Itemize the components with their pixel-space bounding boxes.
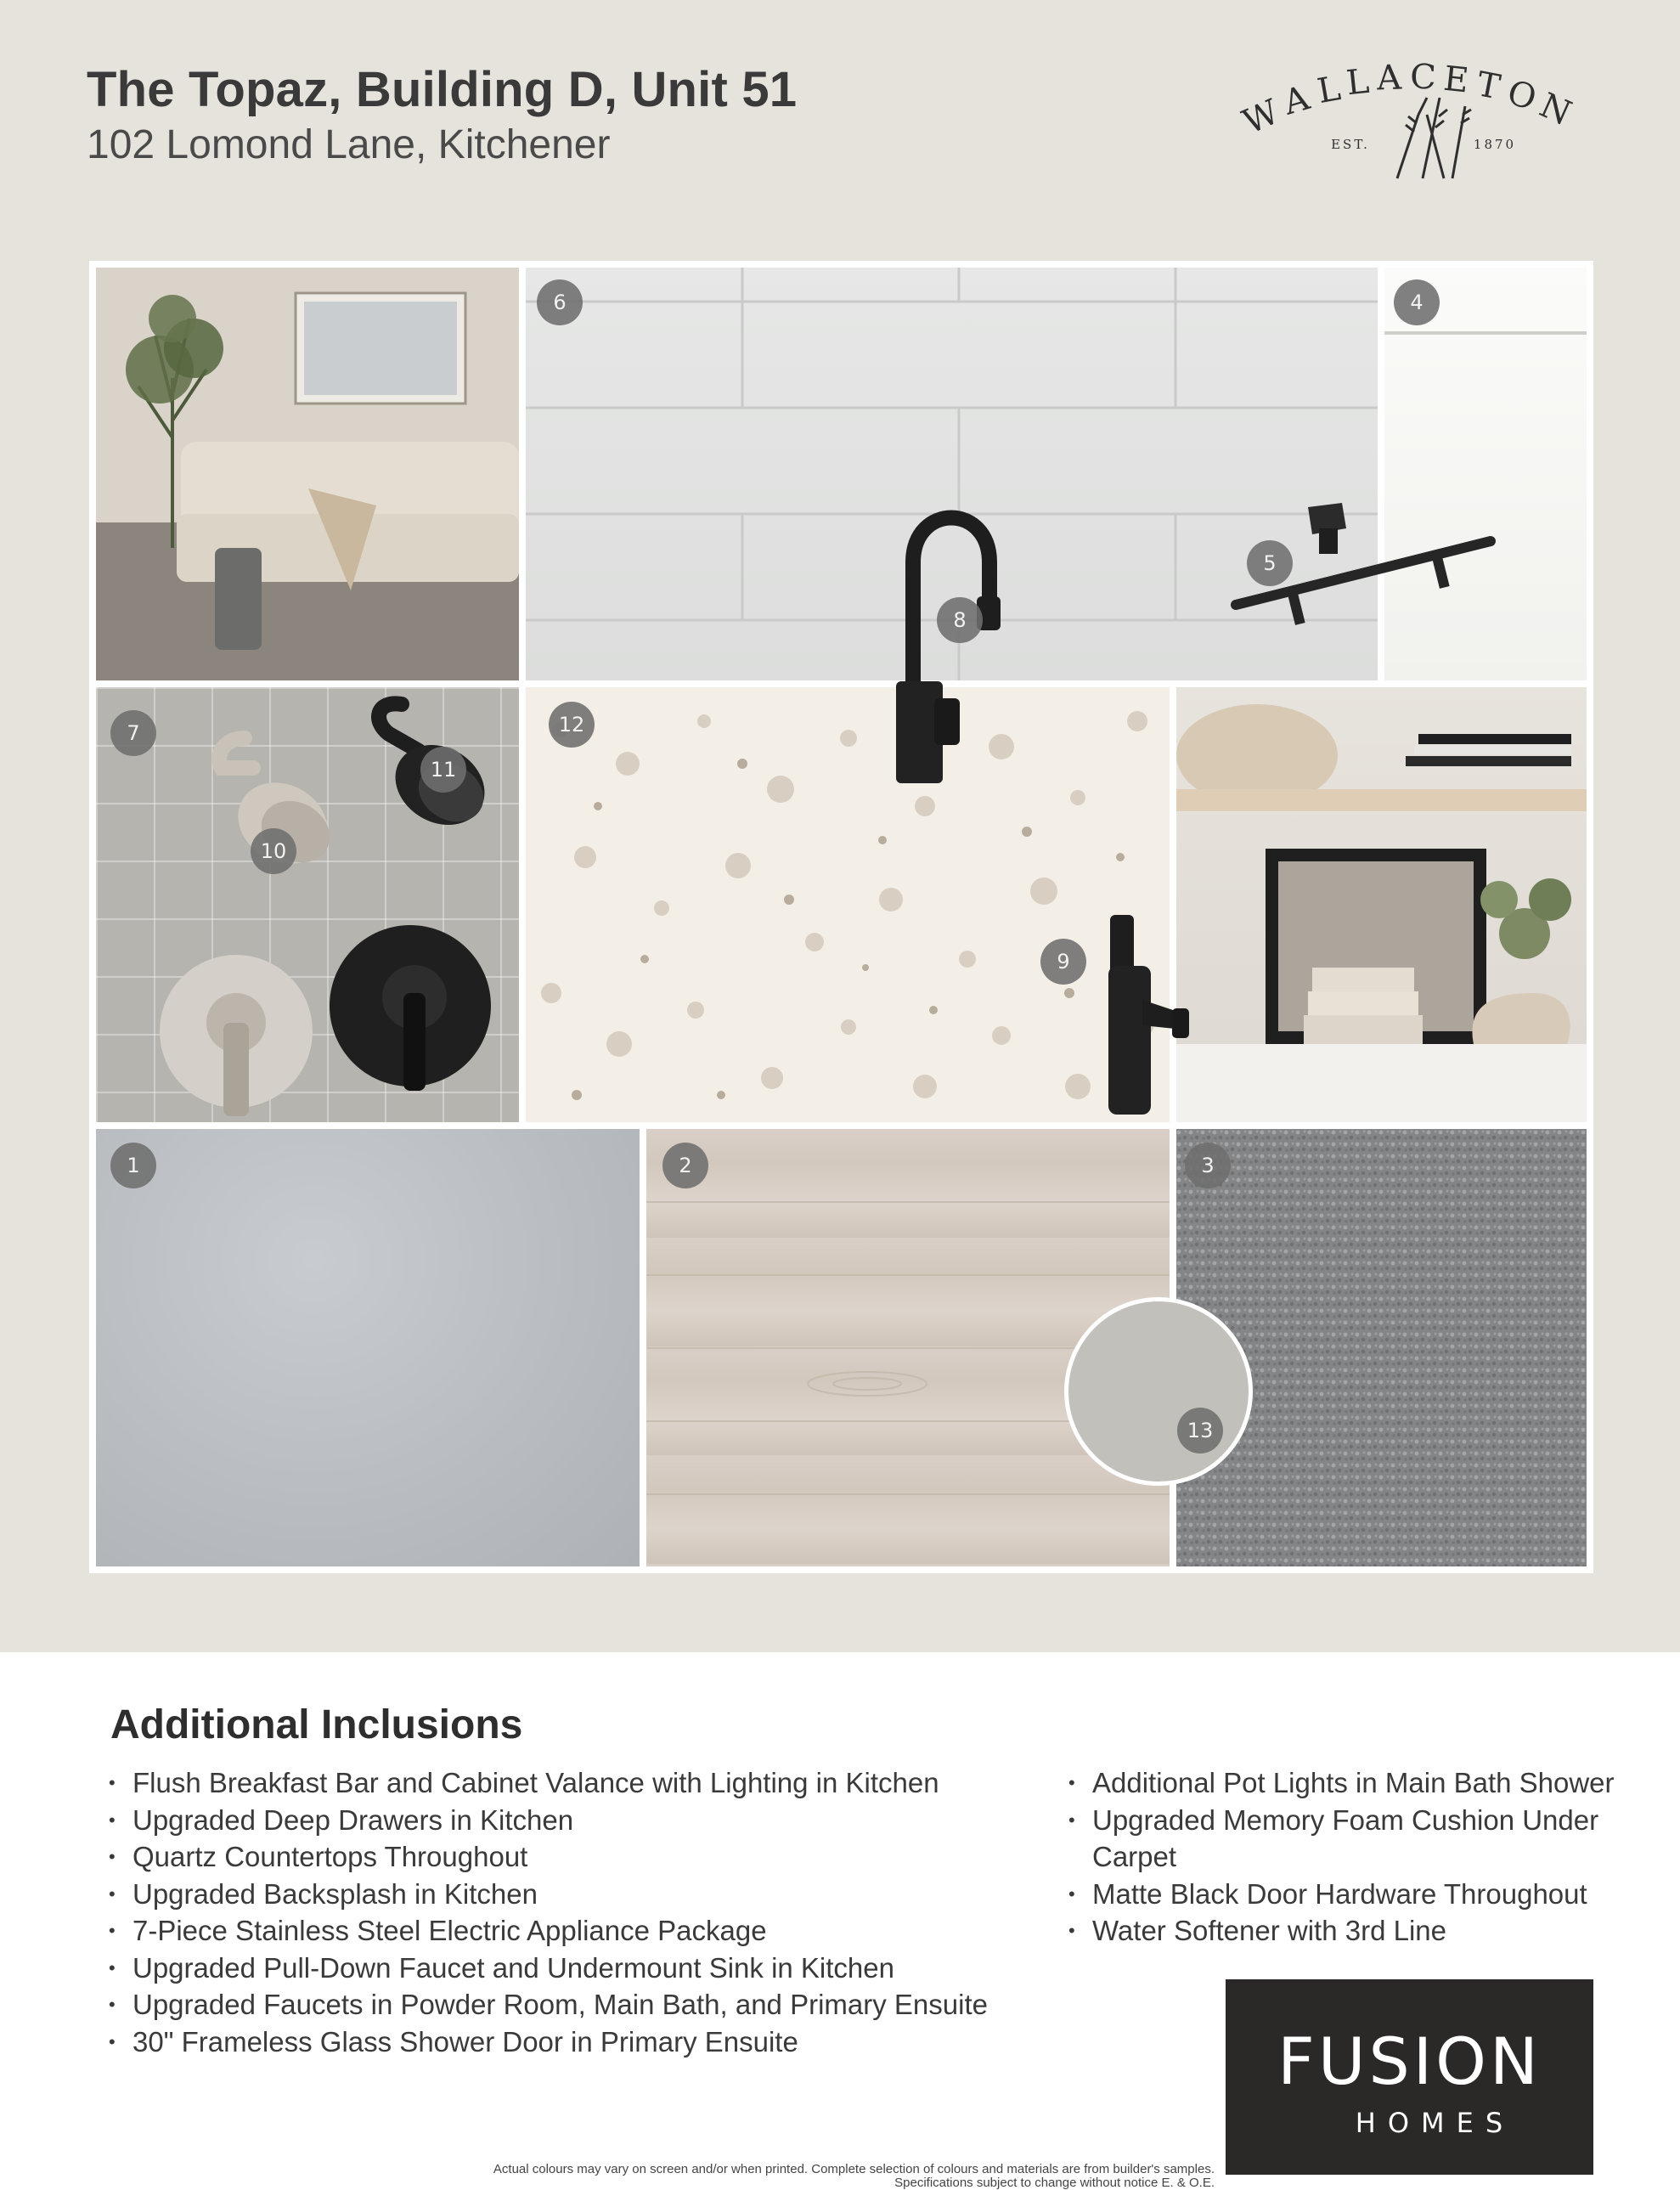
badge-7: 7 [110, 710, 156, 756]
svg-text:L: L [1345, 61, 1372, 104]
badge-5: 5 [1247, 540, 1293, 586]
floor-tile-swatch [96, 1129, 640, 1566]
svg-text:E: E [1441, 59, 1471, 101]
svg-text:C: C [1409, 57, 1437, 98]
cabinet-edge [1384, 331, 1587, 335]
list-item: • Upgraded Faucets in Powder Room, Main Bath, and Primary Ensuite [109, 1986, 1026, 2023]
list-item: • Upgraded Backsplash in Kitchen [109, 1876, 1026, 1913]
svg-text:A: A [1376, 58, 1402, 99]
terrazzo-pattern [526, 687, 1170, 1122]
page-address: 102 Lomond Lane, Kitchener [87, 122, 611, 167]
list-item: • Upgraded Memory Foam Cushion Under Carpet [1068, 1802, 1663, 1876]
logo-year: 1870 [1473, 137, 1517, 152]
list-item: • Upgraded Deep Drawers in Kitchen [109, 1802, 1026, 1839]
badge-2: 2 [662, 1143, 708, 1188]
wheat-icon [1397, 98, 1471, 178]
homes-wordmark: HOMES [1355, 2107, 1515, 2139]
decor-shelf-photo [1176, 687, 1587, 1122]
svg-text:O: O [1502, 72, 1542, 119]
badge-4: 4 [1394, 279, 1440, 325]
badge-10: 10 [251, 828, 296, 874]
shelf-illustration [1176, 687, 1587, 1122]
disclaimer-line-2: Specifications subject to change without notice E. & O.E. [894, 2176, 1215, 2190]
svg-text:T: T [1473, 65, 1503, 108]
inclusions-title: Additional Inclusions [110, 1702, 523, 1747]
badge-13: 13 [1177, 1408, 1223, 1453]
fusion-homes-logo [1226, 1979, 1593, 2175]
list-item: • Additional Pot Lights in Main Bath Shower [1068, 1764, 1663, 1802]
bath-faucet-icon [1091, 915, 1202, 1119]
logo-wordmark [1237, 57, 1577, 142]
badge-1: 1 [110, 1143, 156, 1188]
wallaceton-logo [1237, 47, 1605, 195]
list-item: • 30" Frameless Glass Shower Door in Primary Ensuite [109, 2023, 1026, 2061]
inclusions-list-right [1068, 1764, 1663, 1950]
logo-est: EST. [1331, 137, 1370, 152]
finish-mood-board [89, 261, 1593, 1573]
badge-6: 6 [537, 279, 583, 325]
svg-text:A: A [1279, 78, 1314, 123]
fusion-wordmark: FUSION [1277, 2023, 1542, 2099]
paint-colour-swatch [1064, 1297, 1253, 1486]
badge-11: 11 [420, 747, 466, 793]
disclaimer [195, 2163, 1215, 2190]
list-item: • Quartz Countertops Throughout [109, 1838, 1026, 1876]
list-item: • Matte Black Door Hardware Throughout [1068, 1876, 1663, 1913]
inclusions-list-left [109, 1764, 1026, 2060]
quartz-countertop-swatch [526, 687, 1170, 1122]
svg-text:L: L [1314, 69, 1344, 112]
disclaimer-line-1: Actual colours may vary on screen and/or when printed. Complete selection of colours and materials are from builder's samples. [493, 2162, 1215, 2176]
badge-12: 12 [549, 702, 595, 748]
list-item: • 7-Piece Stainless Steel Electric Appliance Package [109, 1912, 1026, 1950]
svg-text:W: W [1237, 92, 1285, 143]
living-room-illustration [96, 268, 519, 680]
badge-8: 8 [937, 597, 983, 643]
list-item: • Upgraded Pull-Down Faucet and Undermount Sink in Kitchen [109, 1950, 1026, 1987]
living-room-photo [96, 268, 519, 680]
page-title: The Topaz, Building D, Unit 51 [87, 62, 798, 117]
svg-text:N: N [1533, 85, 1577, 134]
list-item: • Water Softener with 3rd Line [1068, 1912, 1663, 1950]
list-item: • Flush Breakfast Bar and Cabinet Valance with Lighting in Kitchen [109, 1764, 1026, 1802]
badge-3: 3 [1185, 1143, 1231, 1188]
badge-9: 9 [1040, 939, 1086, 985]
